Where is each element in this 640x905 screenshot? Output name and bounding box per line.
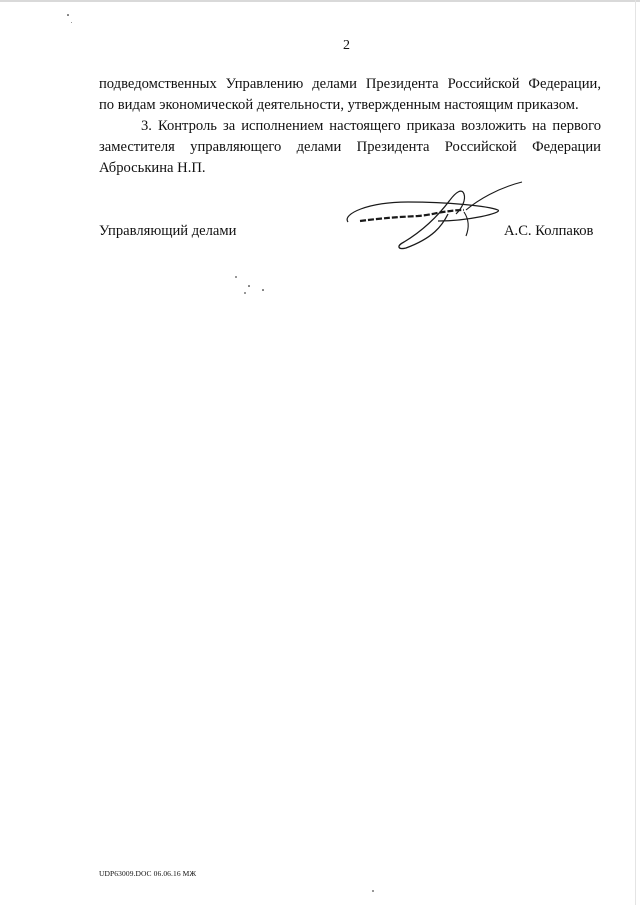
- signatory-title: Управляющий делами: [99, 223, 237, 239]
- paragraph-1: [99, 74, 601, 116]
- document-code: UDP63009.DOC 06.06.16 МЖ: [99, 869, 197, 878]
- signatory-name: А.С. Колпаков: [504, 223, 594, 239]
- paragraph-2-line-3: Аброськина Н.П.: [99, 160, 206, 176]
- scan-speck: [262, 289, 264, 291]
- scan-speck: [372, 890, 374, 892]
- paragraph-2: [99, 116, 601, 179]
- paragraph-1-line-2: по видам экономической деятельности, утвержденным настоящим приказом.: [99, 97, 579, 113]
- paragraph-2-line-2: заместителя управляющего делами Президента Российской Федерации: [99, 139, 601, 155]
- scan-speck: [67, 14, 69, 16]
- scan-speck: [244, 292, 246, 294]
- paragraph-1-line-1: подведомственных Управлению делами Президента Российской Федерации,: [99, 76, 601, 92]
- scan-edge-right: [635, 0, 636, 905]
- scan-speck: [248, 285, 250, 287]
- signature-stroke-descender: [399, 200, 450, 249]
- signature-stroke-hook: [464, 212, 468, 236]
- scan-speck: [235, 276, 237, 278]
- page-number: 2: [343, 38, 350, 53]
- scan-edge-top: [0, 0, 640, 2]
- handwritten-signature: [338, 176, 528, 256]
- scan-speck: [71, 22, 72, 23]
- paragraph-2-line-1: 3. Контроль за исполнением настоящего приказа возложить на первого: [141, 118, 601, 134]
- signature-stroke-main: [360, 210, 464, 221]
